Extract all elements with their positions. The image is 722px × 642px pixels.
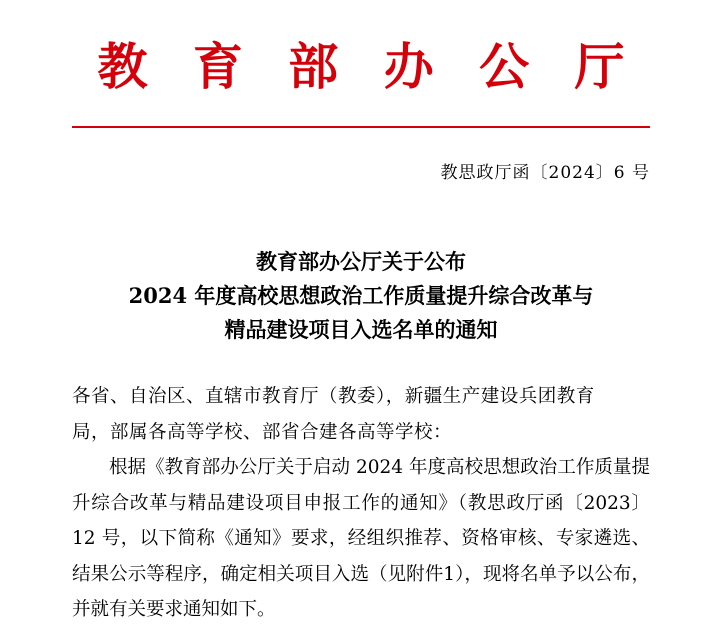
body-paragraph-1: 根据《教育部办公厅关于启动 2024 年度高校思想政治工作质量提升综合改革与精品建设项目申报工作的通知》（教思政厅函〔2023〕12 号，以下简称《通知》要求，经组织推荐、资格审核、专家遴选、结果公示等程序，确定相关项目入选（见附件1），现将名单予以公布，并就有关要求通知如下。 bbox=[72, 457, 650, 621]
document-title-line-1: 教育部办公厅关于公布 bbox=[256, 249, 466, 274]
salutation-line-2: 局，部属各高等学校、部省合建各高等学校： bbox=[72, 421, 453, 443]
document-number: 教思政厅函〔2024〕6 号 bbox=[440, 163, 650, 183]
letterhead-title: 教 育 部 办 公 厅 bbox=[97, 37, 639, 96]
salutation-line-1: 各省、自治区、直辖市教育厅（教委），新疆生产建设兵团教育 bbox=[72, 386, 595, 408]
document-title-line-3: 精品建设项目入选名单的通知 bbox=[224, 317, 498, 343]
letterhead-divider-rule bbox=[72, 126, 650, 128]
document-title-line-2: 2024 年度高校思想政治工作质量提升综合改革与 bbox=[128, 283, 594, 309]
document-title bbox=[72, 245, 650, 347]
document-body bbox=[72, 379, 650, 628]
salutation-paragraph bbox=[72, 379, 650, 450]
